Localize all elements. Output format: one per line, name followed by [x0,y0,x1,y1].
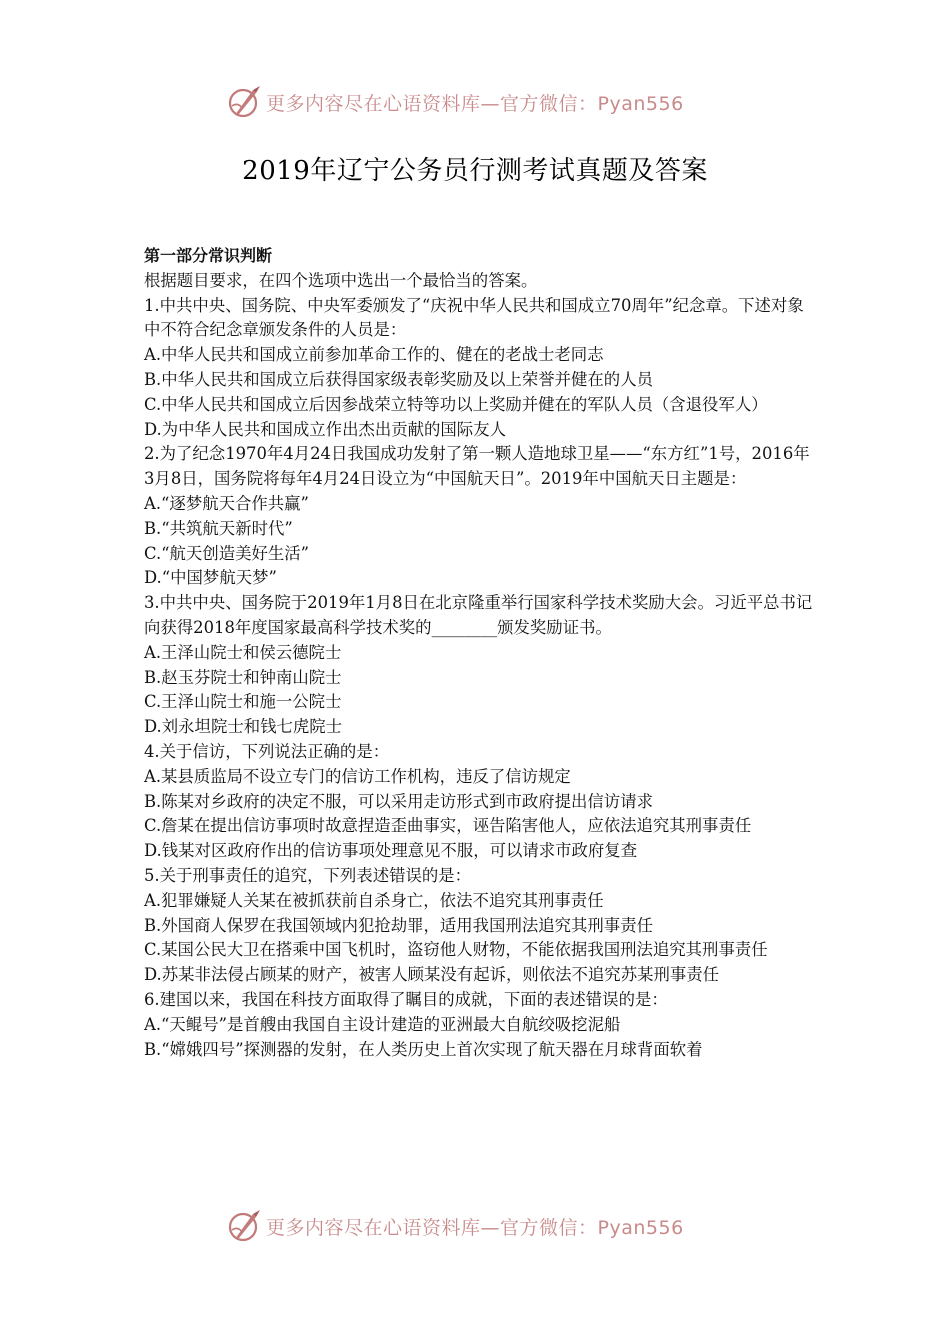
question-3-option-c: C.王泽山院士和施一公院士 [144,692,342,712]
question-5: 5.关于刑事责任的追究，下列表述错误的是： [144,865,472,885]
question-2-option-d: D.“中国梦航天梦” [144,568,277,588]
question-4: 4.关于信访，下列说法正确的是： [144,741,390,761]
question-4-option-d: D.钱某对区政府作出的信访事项处理意见不服，可以请求市政府复查 [144,841,638,861]
question-5-option-a: A.犯罪嫌疑人关某在被抓获前自杀身亡，依法不追究其刑事责任 [144,890,604,910]
question-1-option-b: B.中华人民共和国成立后获得国家级表彰奖励及以上荣誉并健在的人员 [144,369,653,389]
question-4-option-c: C.詹某在提出信访事项时故意捏造歪曲事实，诬告陷害他人，应依法追究其刑事责任 [144,816,752,836]
question-1: 1.中共中央、国务院、中央军委颁发了“庆祝中华人民共和国成立70周年”纪念章。下述对象中不符合纪念章颁发条件的人员是： [144,295,804,340]
instruction-text: 根据题目要求，在四个选项中选出一个最恰当的答案。 [144,270,538,290]
question-3: 3.中共中央、国务院于2019年1月8日在北京隆重举行国家科学技术奖励大会。习近平总书记向获得2018年度国家最高科学技术奖的________颁发奖励证书。 [144,593,813,637]
question-6-option-a: A.“天鲲号”是首艘由我国自主设计建造的亚洲最大自航绞吸挖泥船 [144,1014,621,1034]
question-5-option-b: B.外国商人保罗在我国领域内犯抢劫罪，适用我国刑法追究其刑事责任 [144,915,653,935]
question-2-option-c: C.“航天创造美好生活” [144,543,310,563]
question-5-option-c: C.某国公民大卫在搭乘中国飞机时，盗窃他人财物，不能依据我国刑法追究其刑事责任 [144,940,768,960]
question-1-option-c: C.中华人民共和国成立后因参战荣立特等功以上奖励并健在的军队人员（含退役军人） [144,394,768,414]
question-4-option-a: A.某县质监局不设立专门的信访工作机构，违反了信访规定 [144,766,571,786]
document-body [144,244,816,1062]
quill-pen-logo-icon [226,1208,262,1244]
footer-watermark-banner [226,1206,684,1246]
question-2-option-a: A.“逐梦航天合作共赢” [144,493,309,513]
question-4-option-b: B.陈某对乡政府的决定不服，可以采用走访形式到市政府提出信访请求 [144,791,653,811]
page-title: 2019年辽宁公务员行测考试真题及答案 [242,156,708,186]
question-1-option-a: A.中华人民共和国成立前参加革命工作的、健在的老战士老同志 [144,345,604,365]
question-1-option-d: D.为中华人民共和国成立作出杰出贡献的国际友人 [144,419,506,439]
question-2: 2.为了纪念1970年4月24日我国成功发射了第一颗人造地球卫星——“东方红”1号，2016年3月8日，国务院将每年4月24日设立为“中国航天日”。2019年中国航天日主题是： [144,444,810,489]
question-3-option-d: D.刘永坦院士和钱七虎院士 [144,717,343,737]
quill-pen-logo-icon [226,84,262,120]
question-3-option-a: A.王泽山院士和侯云德院士 [144,642,342,662]
question-5-option-d: D.苏某非法侵占顾某的财产，被害人顾某没有起诉，则依法不追究苏某刑事责任 [144,965,720,985]
question-6-option-b: B.“嫦娥四号”探测器的发射，在人类历史上首次实现了航天器在月球背面软着 [144,1039,703,1059]
watermark-text: 更多内容尽在心语资料库—官方微信：Pyan556 [266,1216,684,1239]
question-3-option-b: B.赵玉芬院士和钟南山院士 [144,667,342,687]
watermark-text: 更多内容尽在心语资料库—官方微信：Pyan556 [266,92,684,115]
header-watermark-banner [226,82,684,122]
question-2-option-b: B.“共筑航天新时代” [144,518,293,538]
question-6: 6.建国以来，我国在科技方面取得了瞩目的成就，下面的表述错误的是： [144,989,668,1009]
section-heading: 第一部分常识判断 [144,246,273,265]
